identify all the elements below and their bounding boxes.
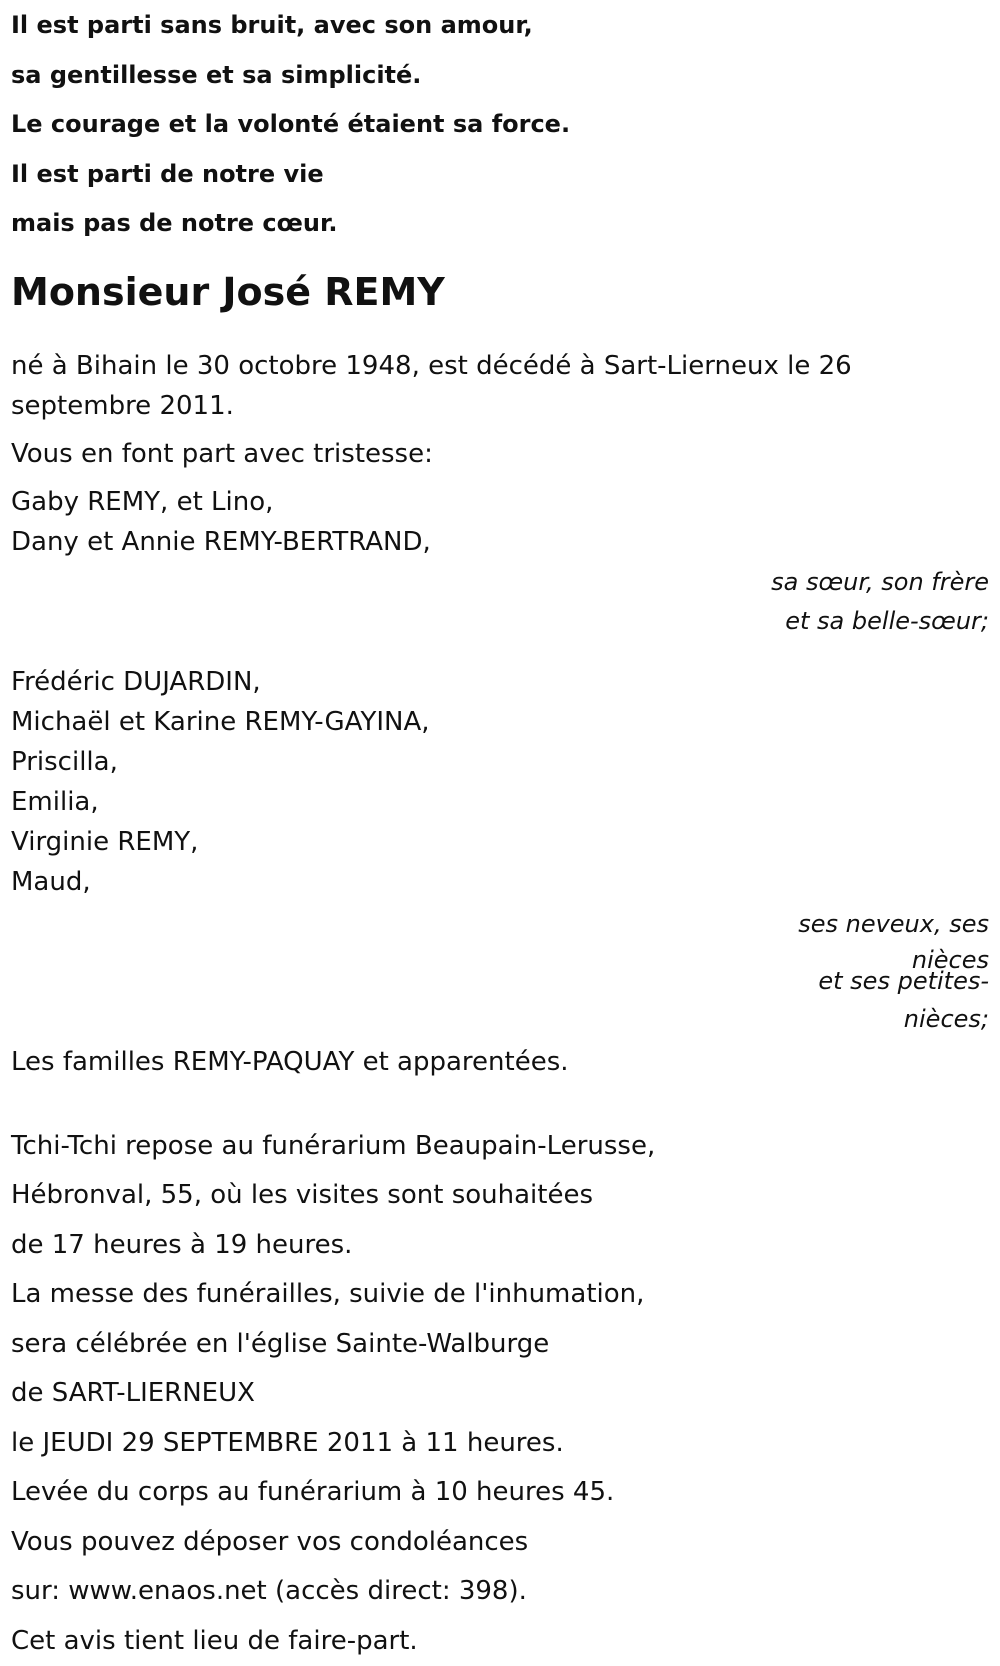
funeral-line: Hébronval, 55, où les visites sont souhaitées: [11, 1171, 991, 1221]
relationship-siblings: [11, 563, 991, 641]
deceased-name: Monsieur José REMY: [11, 269, 991, 315]
family-member: Gaby REMY, et Lino,: [11, 482, 991, 522]
family-member: Virginie REMY,: [11, 822, 991, 862]
birth-death-info: né à Bihain le 30 octobre 1948, est décédé à Sart-Lierneux le 26 septembre 2011.: [11, 346, 891, 426]
extended-family: Les familles REMY-PAQUAY et apparentées.: [11, 1042, 991, 1082]
family-member: Michaël et Karine REMY-GAYINA,: [11, 702, 991, 742]
funeral-line: sera célébrée en l'église Sainte-Walburge: [11, 1320, 991, 1370]
funeral-line: La messe des funérailles, suivie de l'inhumation,: [11, 1270, 991, 1320]
relationship-line: nièces: [11, 941, 989, 979]
epigraph-line: mais pas de notre cœur.: [11, 199, 991, 249]
death-notice: [11, 0, 991, 1666]
relationship-line: sa sœur, son frère: [11, 563, 989, 602]
epigraph-line: Il est parti sans bruit, avec son amour,: [11, 1, 991, 51]
family-member: Priscilla,: [11, 742, 991, 782]
family-group-siblings: [11, 482, 991, 562]
relationship-nephews: [11, 905, 991, 1038]
relationship-line: et sa belle-sœur;: [11, 602, 989, 641]
relationship-line: et ses petites-: [11, 962, 989, 1000]
funeral-details: [11, 1122, 991, 1666]
relationship-line: ses neveux, ses: [11, 905, 989, 943]
funeral-line: Levée du corps au funérarium à 10 heures 45.: [11, 1468, 991, 1518]
epigraph-line: Il est parti de notre vie: [11, 150, 991, 200]
funeral-line: le JEUDI 29 SEPTEMBRE 2011 à 11 heures.: [11, 1419, 991, 1469]
family-member: Dany et Annie REMY-BERTRAND,: [11, 522, 991, 562]
funeral-line: Tchi-Tchi repose au funérarium Beaupain-Lerusse,: [11, 1122, 991, 1172]
relationship-line: nièces;: [11, 1000, 989, 1038]
family-member: Maud,: [11, 862, 991, 902]
epigraph-line: sa gentillesse et sa simplicité.: [11, 51, 991, 101]
family-group-nephews: [11, 662, 991, 902]
family-member: Emilia,: [11, 782, 991, 822]
epigraph: [11, 1, 991, 249]
funeral-line: Cet avis tient lieu de faire-part.: [11, 1617, 991, 1666]
funeral-line: de SART-LIERNEUX: [11, 1369, 991, 1419]
announcement-line: Vous en font part avec tristesse:: [11, 434, 991, 474]
epigraph-line: Le courage et la volonté étaient sa force.: [11, 100, 991, 150]
family-member: Frédéric DUJARDIN,: [11, 662, 991, 702]
funeral-line: Vous pouvez déposer vos condoléances: [11, 1518, 991, 1568]
funeral-line: de 17 heures à 19 heures.: [11, 1221, 991, 1271]
funeral-line: sur: www.enaos.net (accès direct: 398).: [11, 1567, 991, 1617]
